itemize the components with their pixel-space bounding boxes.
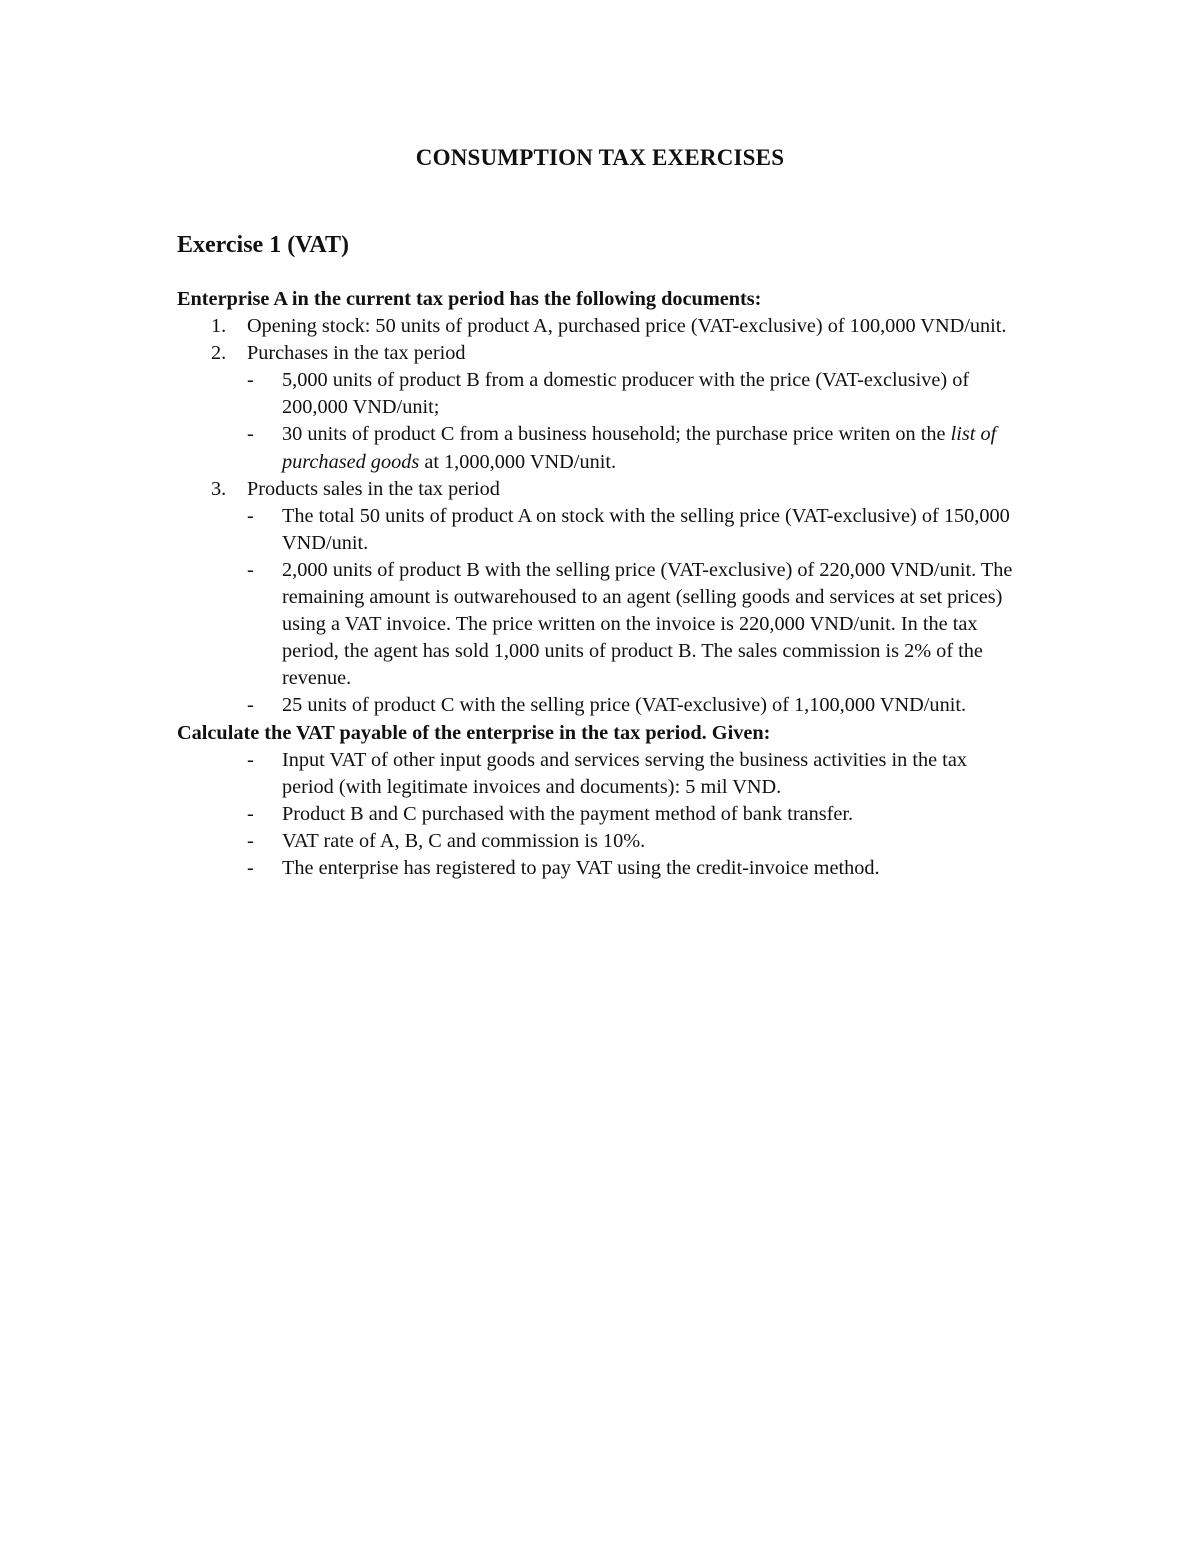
item-number: 2. [211, 342, 227, 365]
sub-item-text [282, 421, 1037, 475]
sub-item [177, 503, 1037, 557]
intro-line: Enterprise A in the current tax period has the following documents: [177, 288, 762, 310]
numbered-item-2 [177, 340, 1037, 367]
dash-bullet: - [247, 369, 254, 392]
item-text: Products sales in the tax period [247, 477, 500, 500]
question-line: Calculate the VAT payable of the enterprise in the tax period. Given: [177, 721, 771, 744]
sub-item [177, 692, 1037, 719]
sub-item-text: 25 units of product C with the selling price (VAT-exclusive) of 1,100,000 VND/unit. [282, 694, 967, 717]
item-text: Purchases in the tax period [247, 342, 466, 365]
numbered-item-3 [177, 476, 1037, 503]
dash-bullet: - [247, 694, 254, 717]
sub-item-text: The total 50 units of product A on stock with the selling price (VAT-exclusive) of 150,000 VND/unit. [282, 504, 1010, 554]
sub-item [177, 421, 1037, 475]
sub-item-text: 2,000 units of product B with the selling price (VAT-exclusive) of 220,000 VND/unit. The remaining amount is outwarehoused to an agent (selling goods and services at set prices) using a VAT invoice. The price written on the invoice is 220,000 VND/unit. In the tax period, the agent has sold 1,000 units of product B. The sales commission is 2% of the revenue. [282, 558, 1013, 690]
dash-bullet: - [247, 829, 254, 852]
dash-bullet: - [247, 423, 254, 446]
given-item [177, 855, 1037, 882]
sub-item-text: 5,000 units of product B from a domestic producer with the price (VAT-exclusive) of 200,000 VND/unit; [282, 369, 970, 419]
sub-item [177, 557, 1037, 692]
item-text: Opening stock: 50 units of product A, purchased price (VAT-exclusive) of 100,000 VND/unit. [247, 315, 1007, 338]
sub-item-text-end: at 1,000,000 VND/unit. [419, 450, 617, 473]
dash-bullet: - [247, 558, 254, 581]
given-item [177, 747, 1037, 801]
dash-bullet: - [247, 856, 254, 879]
dash-bullet: - [247, 748, 254, 771]
item-number: 3. [211, 477, 227, 500]
dash-bullet: - [247, 504, 254, 527]
sub-item-text-start: 30 units of product C from a business household; the purchase price writen on the [282, 423, 951, 446]
given-item [177, 801, 1037, 828]
italic-phrase: list of purchased goods [282, 423, 997, 473]
document-title: CONSUMPTION TAX EXERCISES [415, 145, 785, 170]
given-text: Input VAT of other input goods and services serving the business activities in the tax period (with legitimate invoices and documents): 5 mil VND. [282, 748, 967, 798]
given-text: Product B and C purchased with the payment method of bank transfer. [282, 802, 854, 825]
given-text: VAT rate of A, B, C and commission is 10%. [282, 829, 646, 852]
sub-item [177, 367, 1037, 421]
given-text: The enterprise has registered to pay VAT using the credit-invoice method. [282, 856, 880, 879]
exercise-heading: Exercise 1 (VAT) [177, 232, 349, 258]
exercise-body [177, 286, 1037, 882]
dash-bullet: - [247, 802, 254, 825]
numbered-item-1 [177, 313, 1037, 340]
given-item [177, 828, 1037, 855]
item-number: 1. [211, 315, 227, 338]
